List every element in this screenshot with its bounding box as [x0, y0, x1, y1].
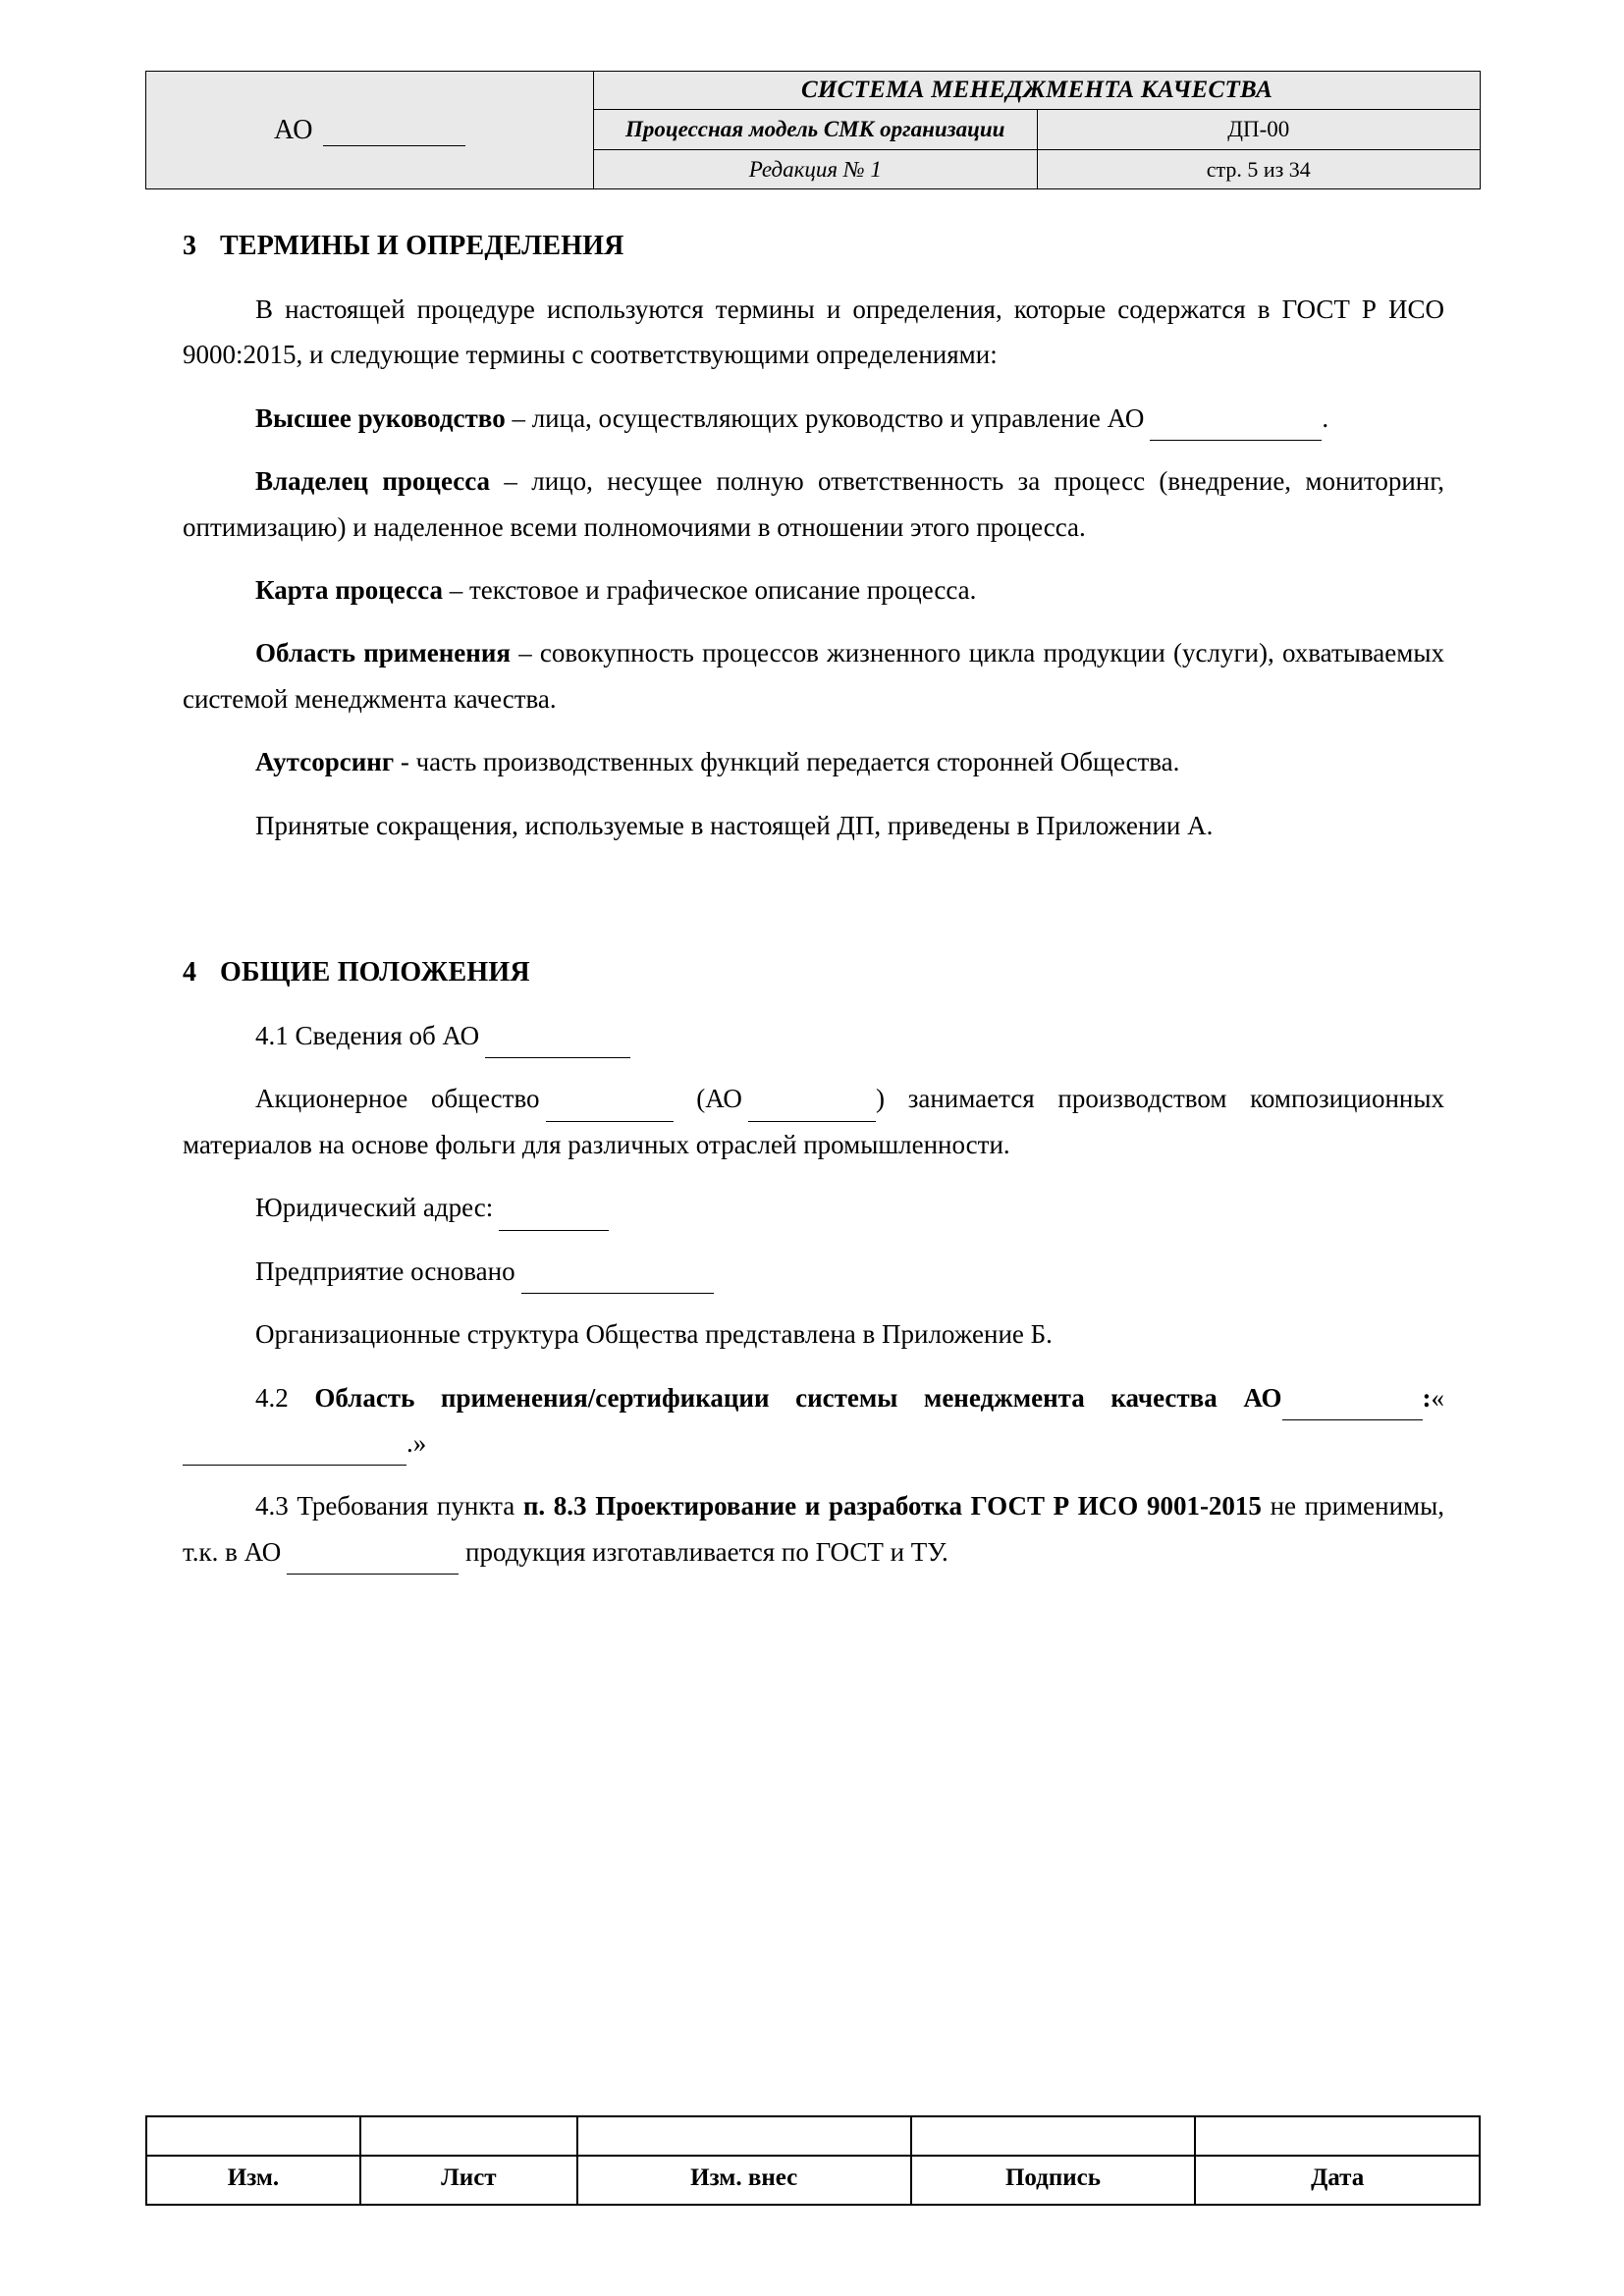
paragraph-4-3	[183, 1483, 1444, 1575]
spacer	[183, 1294, 1444, 1311]
header-organization-text	[274, 115, 465, 145]
legal-address-label: Юридический адрес:	[255, 1193, 494, 1223]
spacer	[183, 721, 1444, 739]
clause-4-1-blank-organization	[485, 1035, 630, 1058]
paragraph-legal-address	[183, 1185, 1444, 1230]
section-4-title: ОБЩИЕ ПОЛОЖЕНИЯ	[220, 957, 530, 988]
paragraph-intro: В настоящей процедуре используются термины и определения, которые содержатся в ГОСТ Р ИСО 9000:2015, и следующие термины с соответствующими определениями:	[183, 294, 1444, 370]
header-document-title: Процессная модель СМК организации	[594, 110, 1038, 150]
term-text-outsourcing: - часть производственных функций передается сторонней Общества.	[400, 747, 1180, 777]
founded-label: Предприятие основано	[255, 1255, 515, 1286]
spacer	[183, 441, 1444, 458]
clause-4-3-blank-organization	[287, 1551, 459, 1575]
footer-label-change-by: Изм. внес	[577, 2156, 911, 2205]
clause-4-3-lead: 4.3 Требования пункта	[255, 1491, 515, 1522]
section-4-number: 4	[183, 957, 197, 988]
term-label-process-map: Карта процесса	[255, 574, 443, 605]
header-system-title: СИСТЕМА МЕНЕДЖМЕНТА КАЧЕСТВА	[594, 72, 1481, 110]
spacer	[183, 848, 1444, 909]
footer-empty-cell-4	[911, 2116, 1196, 2156]
term-text-top-management-b: .	[1322, 402, 1329, 433]
paragraph-abbreviations-note: Принятые сокращения, используемые в настоящей ДП, приведены в Приложении А.	[255, 810, 1214, 840]
footer-empty-cell-2	[360, 2116, 577, 2156]
clause-4-3-tail-b: продукция изготавливается по ГОСТ и ТУ.	[465, 1536, 948, 1567]
clause-4-2-blank-scope	[183, 1443, 406, 1467]
paragraph-term-process-owner	[183, 458, 1444, 550]
spacer	[183, 613, 1444, 630]
section-3-title: ТЕРМИНЫ И ОПРЕДЕЛЕНИЯ	[220, 231, 624, 261]
company-name-blank-1	[546, 1098, 674, 1122]
section-3-heading	[183, 228, 1444, 265]
document-header-table	[145, 71, 1481, 189]
company-description-c: ) занимается производством композиционных материалов на основе фольги для различных отраслей промышленности.	[183, 1084, 1444, 1159]
clause-4-2-number: 4.2	[255, 1382, 289, 1413]
spacer	[183, 1167, 1444, 1185]
term-label-top-management: Высшее руководство	[255, 402, 506, 433]
term-label-process-owner: Владелец процесса	[255, 466, 491, 497]
footer-label-date: Дата	[1195, 2156, 1480, 2205]
spacer	[183, 1466, 1444, 1483]
header-organization-cell	[146, 72, 594, 189]
footer-label-change: Изм.	[146, 2156, 360, 2205]
spacer	[183, 378, 1444, 396]
term-blank-organization	[1150, 417, 1322, 441]
header-row-1	[146, 72, 1481, 110]
company-name-blank-2	[748, 1098, 876, 1122]
spacer	[183, 1231, 1444, 1249]
clause-4-3-tail-a: не применимы, т.к. в АО	[183, 1491, 1445, 1567]
section-4-heading	[183, 954, 1444, 991]
spacer	[183, 1058, 1444, 1076]
clause-4-2-blank-organization	[1282, 1397, 1423, 1420]
clause-4-2-bold-text: Область применения/сертификации системы менеджмента качества АО	[314, 1382, 1282, 1413]
paragraph-founded	[183, 1249, 1444, 1294]
header-organization-blank	[323, 122, 465, 146]
clause-4-3-bold-standard: п. 8.3 Проектирование и разработка ГОСТ Р ИСО 9001-2015	[522, 1491, 1262, 1522]
footer-empty-cell-5	[1195, 2116, 1480, 2156]
spacer	[183, 785, 1444, 803]
spacer	[183, 550, 1444, 567]
header-page-number: стр. 5 из 34	[1037, 150, 1481, 189]
paragraph-term-top-management	[183, 396, 1444, 441]
header-revision: Редакция № 1	[594, 150, 1038, 189]
spacer	[183, 909, 1444, 954]
paragraph-4-1-label	[183, 1013, 1444, 1058]
company-description-a: Акционерное общество	[255, 1084, 540, 1114]
clause-4-2-quote-close: .»	[406, 1428, 427, 1459]
footer-label-signature: Подпись	[911, 2156, 1196, 2205]
paragraph-company-description	[183, 1076, 1444, 1167]
footer-label-row	[146, 2156, 1480, 2205]
paragraph-org-structure: Организационные структура Общества представлена в Приложение Б.	[255, 1319, 1053, 1350]
footer-empty-cell-3	[577, 2116, 911, 2156]
paragraph-term-process-map	[183, 567, 1444, 613]
clause-4-1-text: 4.1 Сведения об АО	[255, 1020, 480, 1050]
footer-empty-cell-1	[146, 2116, 360, 2156]
term-label-scope: Область применения	[255, 638, 511, 668]
founded-date-blank	[521, 1270, 714, 1294]
term-text-process-map: – текстовое и графическое описание процесса.	[449, 574, 977, 605]
spacer	[183, 1358, 1444, 1375]
term-text-process-owner: – лицо, несущее полную ответственность за процесс (внедрение, мониторинг, оптимизацию) и наделенное всеми полномочиями в отношении этого процесса.	[183, 466, 1445, 542]
header-organization-prefix: АО	[273, 114, 314, 145]
spacer	[183, 995, 1444, 1013]
spacer	[183, 269, 1444, 287]
term-label-outsourcing: Аутсорсинг	[255, 747, 395, 777]
legal-address-blank	[499, 1207, 609, 1231]
term-text-top-management-a: – лица, осуществляющих руководство и управление АО	[512, 402, 1145, 433]
company-description-b: (АО	[696, 1084, 742, 1114]
term-text-scope: – совокупность процессов жизненного цикла продукции (услуги), охватываемых системой менеджмента качества.	[183, 638, 1444, 714]
document-body	[183, 228, 1444, 1575]
section-3-number: 3	[183, 231, 197, 261]
footer-empty-row	[146, 2116, 1480, 2156]
footer-label-sheet: Лист	[360, 2156, 577, 2205]
header-document-code: ДП-00	[1037, 110, 1481, 150]
clause-4-2-quote-open: «	[1431, 1382, 1445, 1413]
paragraph-term-outsourcing	[183, 739, 1444, 784]
paragraph-term-scope	[183, 630, 1444, 721]
paragraph-4-2	[183, 1375, 1444, 1467]
clause-4-2-colon: :	[1422, 1382, 1432, 1413]
document-footer-table	[145, 2115, 1481, 2206]
